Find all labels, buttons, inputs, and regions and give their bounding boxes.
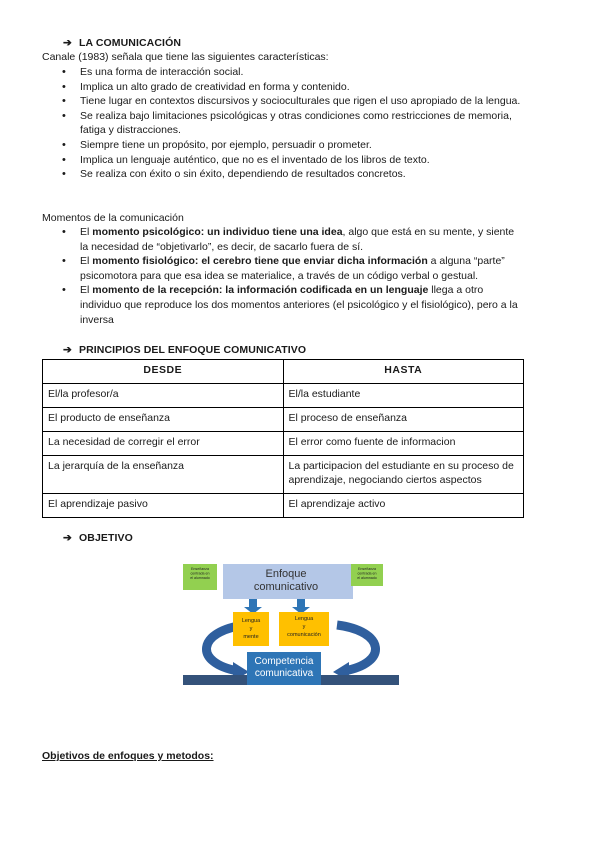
down-arrow-left — [244, 599, 262, 614]
table-cell: El/la estudiante — [283, 384, 524, 408]
table-cell: El error como fuente de informacion — [283, 432, 524, 456]
green-left-label: Enseñanza centrada en el alumnado — [190, 567, 210, 580]
table-row — [43, 494, 524, 518]
characteristics-list — [42, 65, 522, 182]
bottom-box-label: Competencia comunicativa — [254, 656, 314, 679]
right-cycle-arrow — [337, 625, 375, 671]
list-item: • Es una forma de interacción social. — [42, 65, 522, 80]
table-row — [43, 384, 524, 408]
arrow-icon: ➔ — [63, 532, 72, 544]
table-row — [43, 408, 524, 432]
list-item: • Tiene lugar en contextos discursivos y socioculturales que rigen el uso apropiado de la lengua. — [42, 94, 522, 109]
intro-paragraph: Canale (1983) señala que tiene las siguientes características: — [42, 51, 329, 63]
list-item: • Se realiza bajo limitaciones psicológicas y otras condiciones como restricciones de memoria, fatiga y distracciones. — [42, 109, 522, 138]
green-right-label: Enseñanza centrada en el alumnado — [357, 567, 377, 580]
section-heading-comunicacion: ➔ LA COMUNICACIÓN — [63, 37, 182, 49]
column-header-hasta: HASTA — [283, 360, 524, 384]
objetivo-diagram — [183, 559, 399, 685]
objetivos-title: Objetivos de enfoques y metodos: — [42, 750, 214, 762]
list-item: • Siempre tiene un propósito, por ejemplo, persuadir o prometer. — [42, 138, 522, 153]
list-item: • El momento psicológico: un individuo tiene una idea, algo que está en su mente, y siente la necesidad de “objetivarlo”, es decir, de sacarlo fuera de sí. — [42, 225, 522, 254]
arrow-icon: ➔ — [63, 344, 72, 356]
table-header-row — [43, 360, 524, 384]
table-cell: El/la profesor/a — [43, 384, 284, 408]
top-box-label: Enfoque comunicativo — [253, 568, 319, 593]
left-box-label: Lengua y mente — [241, 618, 261, 640]
arrow-icon: ➔ — [63, 37, 72, 49]
moments-list — [42, 225, 522, 327]
list-item: • Implica un alto grado de creatividad en forma y contenido. — [42, 80, 522, 95]
table-row — [43, 432, 524, 456]
table-cell: La participacion del estudiante en su proceso de aprendizaje, negociando ciertos aspectos — [283, 456, 524, 494]
table-cell: La necesidad de corregir el error — [43, 432, 284, 456]
table-cell: El aprendizaje pasivo — [43, 494, 284, 518]
principles-table — [42, 359, 524, 518]
list-item: • Se realiza con éxito o sin éxito, dependiendo de resultados concretos. — [42, 167, 522, 182]
table-cell: El producto de enseñanza — [43, 408, 284, 432]
table-cell: El proceso de enseñanza — [283, 408, 524, 432]
down-arrow-right — [292, 599, 310, 614]
section-heading-objetivo: ➔ OBJETIVO — [63, 532, 133, 544]
table-cell: El aprendizaje activo — [283, 494, 524, 518]
right-box-label: Lengua y comunicación — [287, 616, 321, 638]
list-item: • El momento de la recepción: la información codificada en un lenguaje llega a otro individuo que reproduce los dos momentos anteriores (el psicológico y el fisiológico), pero a la inversa — [42, 283, 522, 327]
list-item: • Implica un lenguaje auténtico, que no es el inventado de los libros de texto. — [42, 153, 522, 168]
column-header-desde: DESDE — [43, 360, 284, 384]
moments-title: Momentos de la comunicación — [42, 212, 184, 224]
section-heading-principios: ➔ PRINCIPIOS DEL ENFOQUE COMUNICATIVO — [63, 344, 307, 356]
list-item: • El momento fisiológico: el cerebro tiene que enviar dicha información a alguna “parte” psicomotora para que esa idea se materialice, a través de un código verbal o gestual. — [42, 254, 522, 283]
table-cell: La jerarquía de la enseñanza — [43, 456, 284, 494]
table-row — [43, 456, 524, 494]
